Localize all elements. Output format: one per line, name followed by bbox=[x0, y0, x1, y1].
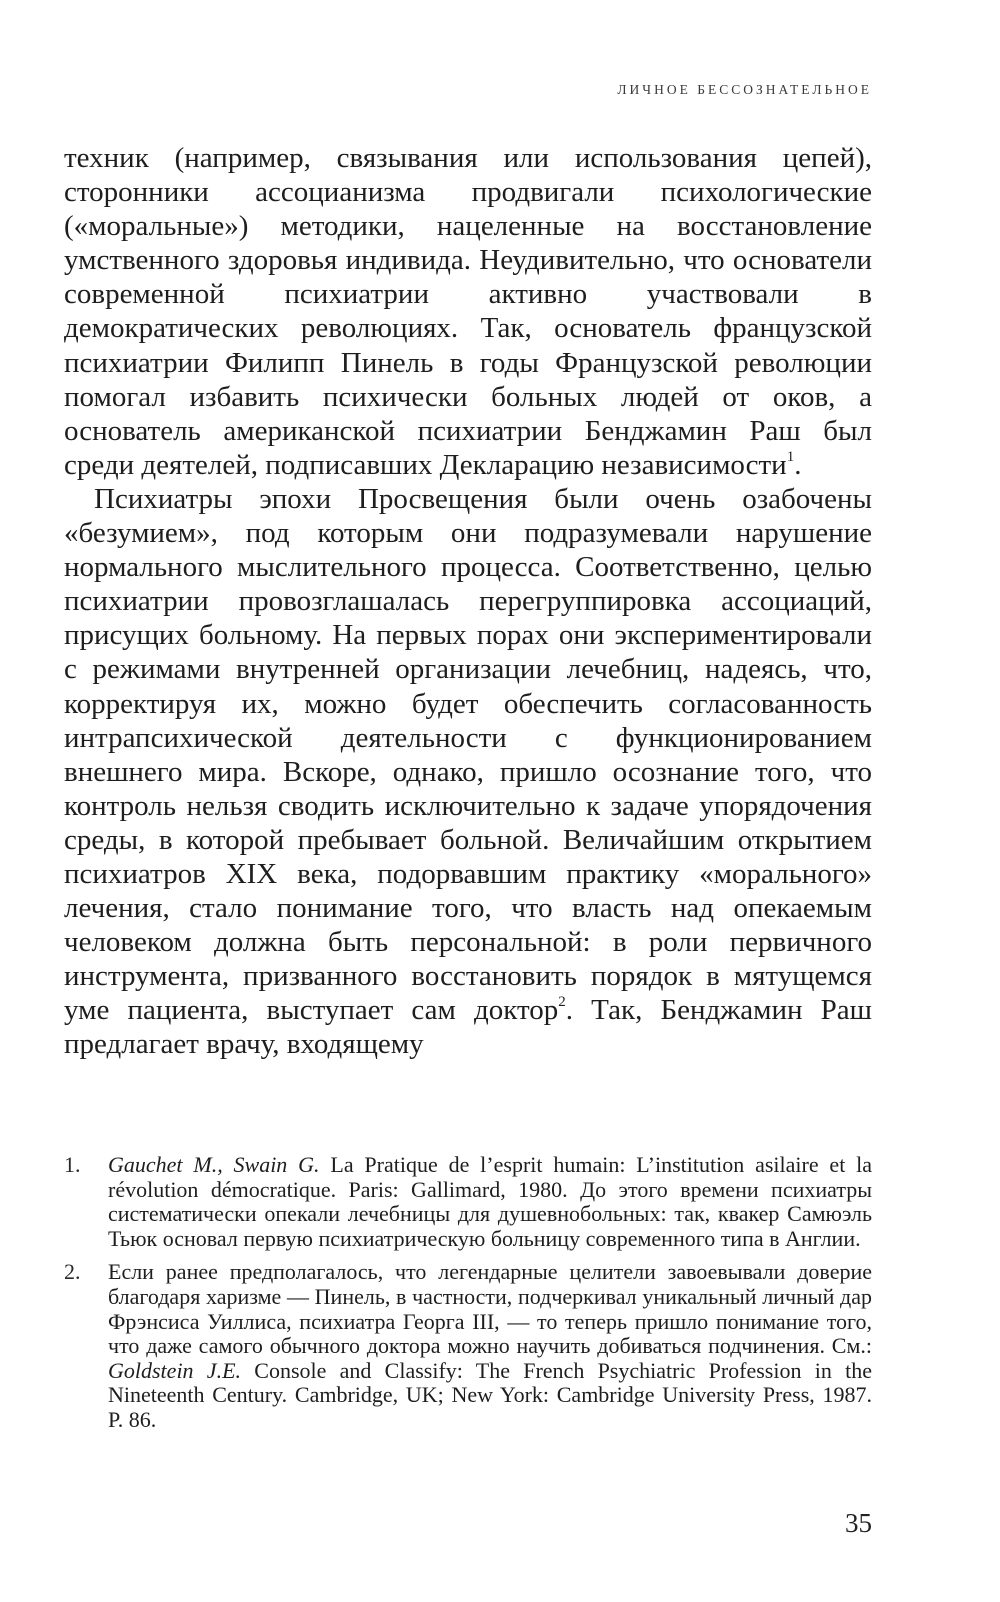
running-head: ЛИЧНОЕ БЕССОЗНАТЕЛЬНОЕ bbox=[617, 82, 872, 97]
paragraph bbox=[64, 141, 872, 482]
footnote bbox=[64, 1260, 872, 1432]
footnote-tail: Console and Classify: The French Psychiatric Profession in the Nineteenth Century. Cambridge, UK; New York: Cambridge University Press, 1987. P. 86. bbox=[108, 1357, 872, 1432]
footnote-text bbox=[108, 1153, 872, 1251]
footnote-number: 1. bbox=[64, 1152, 81, 1177]
paragraph-text: техник (например, связывания или использования цепей), сторонники ассоцианизма продвигали психологические («моральные») методики, нацеленные на восстановление умственного здоровья индивида. Неудивительно, что основатели современной психиатрии активно участвовали в демократических революциях. Так, основатель французской психиатрии Филипп Пинель в годы Французской революции помогал избавить психически больных людей от оков, а основатель американской психиатрии Бенджамин Раш был среди деятелей, подписавших Декларацию независимости bbox=[64, 142, 872, 481]
page-number: 35 bbox=[845, 1508, 872, 1538]
paragraph-tail: . bbox=[794, 448, 802, 481]
paragraph-text: Психиатры эпохи Просвещения были очень озабочены «безумием», под которым они подразумевали нарушение нормального мыслительного процесса. Соответственно, целью психиатрии провозглашалась перегруппировка ассоциаций, присущих больному. На первых порах они экспериментировали с режимами внутренней организации лечебниц, надеясь, что, корректируя их, можно будет обеспечить согласованность интрапсихической деятельности с функционированием внешнего мира. Вскоре, однако, пришло осознание того, что контроль нельзя сводить исключительно к задаче упорядочения среды, в которой пребывает больной. Величайшим открытием психиатров XIX века, подорвавшим практику «морального» лечения, стало понимание того, что власть над опекаемым человеком должна быть персональной: в роли первичного инструмента, призванного восстановить порядок в мятущемся уме пациента, выступает сам доктор bbox=[64, 482, 872, 1027]
paragraph-tail: . Так, Бенджамин Раш предлагает врачу, входящему bbox=[64, 994, 872, 1061]
footnote-number: 2. bbox=[64, 1259, 81, 1285]
footnote-body: Если ранее предполагалось, что легендарные целители завоевывали доверие благодаря харизме — Пинель, в частности, подчеркивал уникальный личный дар Фрэнсиса Уиллиса, психиатра Георга III, — то теперь пришло понимание того, что даже самого обычного доктора можно научить добиваться подчинения. См.: bbox=[108, 1259, 872, 1359]
footnote-body: La Pratique de l’esprit humain: L’institution asilaire et la révolution démocratique. Paris: Gallimard, 1980. До этого времени психиатры систематически опекали лечебницы для душевнобольных: так, квакер Самюэль Тьюк основал первую психиатрическую больницу современного типа в Англии. bbox=[108, 1152, 873, 1251]
footnote-ref[interactable]: 2 bbox=[558, 994, 566, 1011]
footnote bbox=[64, 1153, 872, 1251]
paragraph bbox=[64, 482, 872, 1062]
footnote-author: Goldstein J.E. bbox=[108, 1357, 242, 1383]
main-text bbox=[64, 141, 872, 1062]
footnote-text bbox=[108, 1260, 872, 1432]
footnote-author: Gauchet M., Swain G. bbox=[108, 1152, 320, 1177]
footnote-ref[interactable]: 1 bbox=[786, 448, 795, 465]
footnotes bbox=[64, 1153, 872, 1442]
